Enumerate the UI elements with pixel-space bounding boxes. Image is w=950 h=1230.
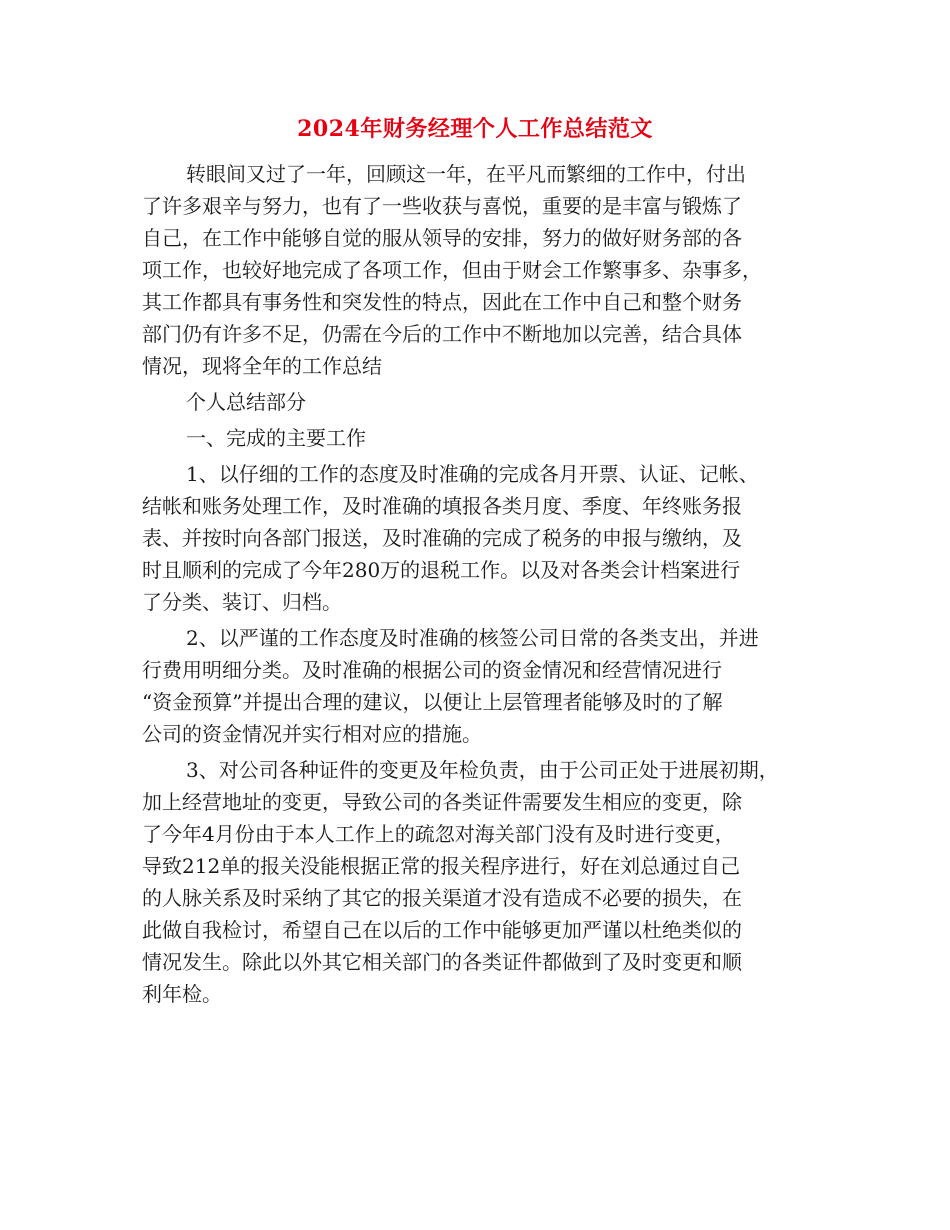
text-line: 项工作，也较好地完成了各项工作，但由于财会工作繁事多、杂事多，	[142, 258, 762, 282]
paragraph-item-3	[142, 754, 832, 1010]
text-line: 3、对公司各种证件的变更及年检负责，由于公司正处于进展初期，	[186, 758, 779, 782]
text-line: 情况，现将全年的工作总结	[142, 354, 382, 378]
text-line: 利年检。	[142, 982, 222, 1006]
paragraph-item-2	[142, 622, 832, 750]
section-heading-personal-summary	[142, 386, 832, 418]
text-line: 加上经营地址的变更，导致公司的各类证件需要发生相应的变更，除	[142, 790, 742, 814]
text-line: 了分类、装订、归档。	[142, 590, 342, 614]
text-line: 一、完成的主要工作	[186, 426, 366, 450]
paragraph-intro	[142, 158, 832, 382]
text-line: 情况发生。除此以外其它相关部门的各类证件都做到了及时变更和顺	[142, 950, 742, 974]
text-line: 结帐和账务处理工作，及时准确的填报各类月度、季度、年终账务报	[142, 494, 742, 518]
text-line: 行费用明细分类。及时准确的根据公司的资金情况和经营情况进行	[142, 658, 722, 682]
text-line: 1、以仔细的工作的态度及时准确的完成各月开票、认证、记帐、	[186, 462, 759, 486]
text-line: 时且顺利的完成了今年280万的退税工作。以及对各类会计档案进行	[142, 558, 741, 582]
subsection-heading-main-work	[142, 422, 832, 454]
text-line: 了今年4月份由于本人工作上的疏忽对海关部门没有及时进行变更，	[142, 822, 735, 846]
paragraph-item-1	[142, 458, 832, 618]
text-line: 其工作都具有事务性和突发性的特点，因此在工作中自己和整个财务	[142, 290, 742, 314]
text-line: 转眼间又过了一年，回顾这一年，在平凡而繁细的工作中，付出	[186, 162, 746, 186]
text-line: 2、以严谨的工作态度及时准确的核签公司日常的各类支出，并进	[186, 626, 759, 650]
text-line: 了许多艰辛与努力，也有了一些收获与喜悦，重要的是丰富与锻炼了	[142, 194, 742, 218]
text-line: “资金预算”并提出合理的建议，以便让上层管理者能够及时的了解	[142, 690, 723, 714]
document-title: 2024年财务经理个人工作总结范文	[297, 116, 653, 142]
text-line: 的人脉关系及时采纳了其它的报关渠道才没有造成不必要的损失，在	[142, 886, 742, 910]
text-line: 部门仍有许多不足，仍需在今后的工作中不断地加以完善，结合具体	[142, 322, 742, 346]
text-line: 导致212单的报关没能根据正常的报关程序进行，好在刘总通过自己	[142, 854, 741, 878]
text-line: 此做自我检讨，希望自己在以后的工作中能够更加严谨以杜绝类似的	[142, 918, 742, 942]
text-line: 个人总结部分	[186, 390, 306, 414]
text-line: 公司的资金情况并实行相对应的措施。	[142, 722, 482, 746]
document-body	[142, 158, 832, 1010]
text-line: 自己，在工作中能够自觉的服从领导的安排，努力的做好财务部的各	[142, 226, 742, 250]
text-line: 表、并按时向各部门报送，及时准确的完成了税务的申报与缴纳，及	[142, 526, 742, 550]
